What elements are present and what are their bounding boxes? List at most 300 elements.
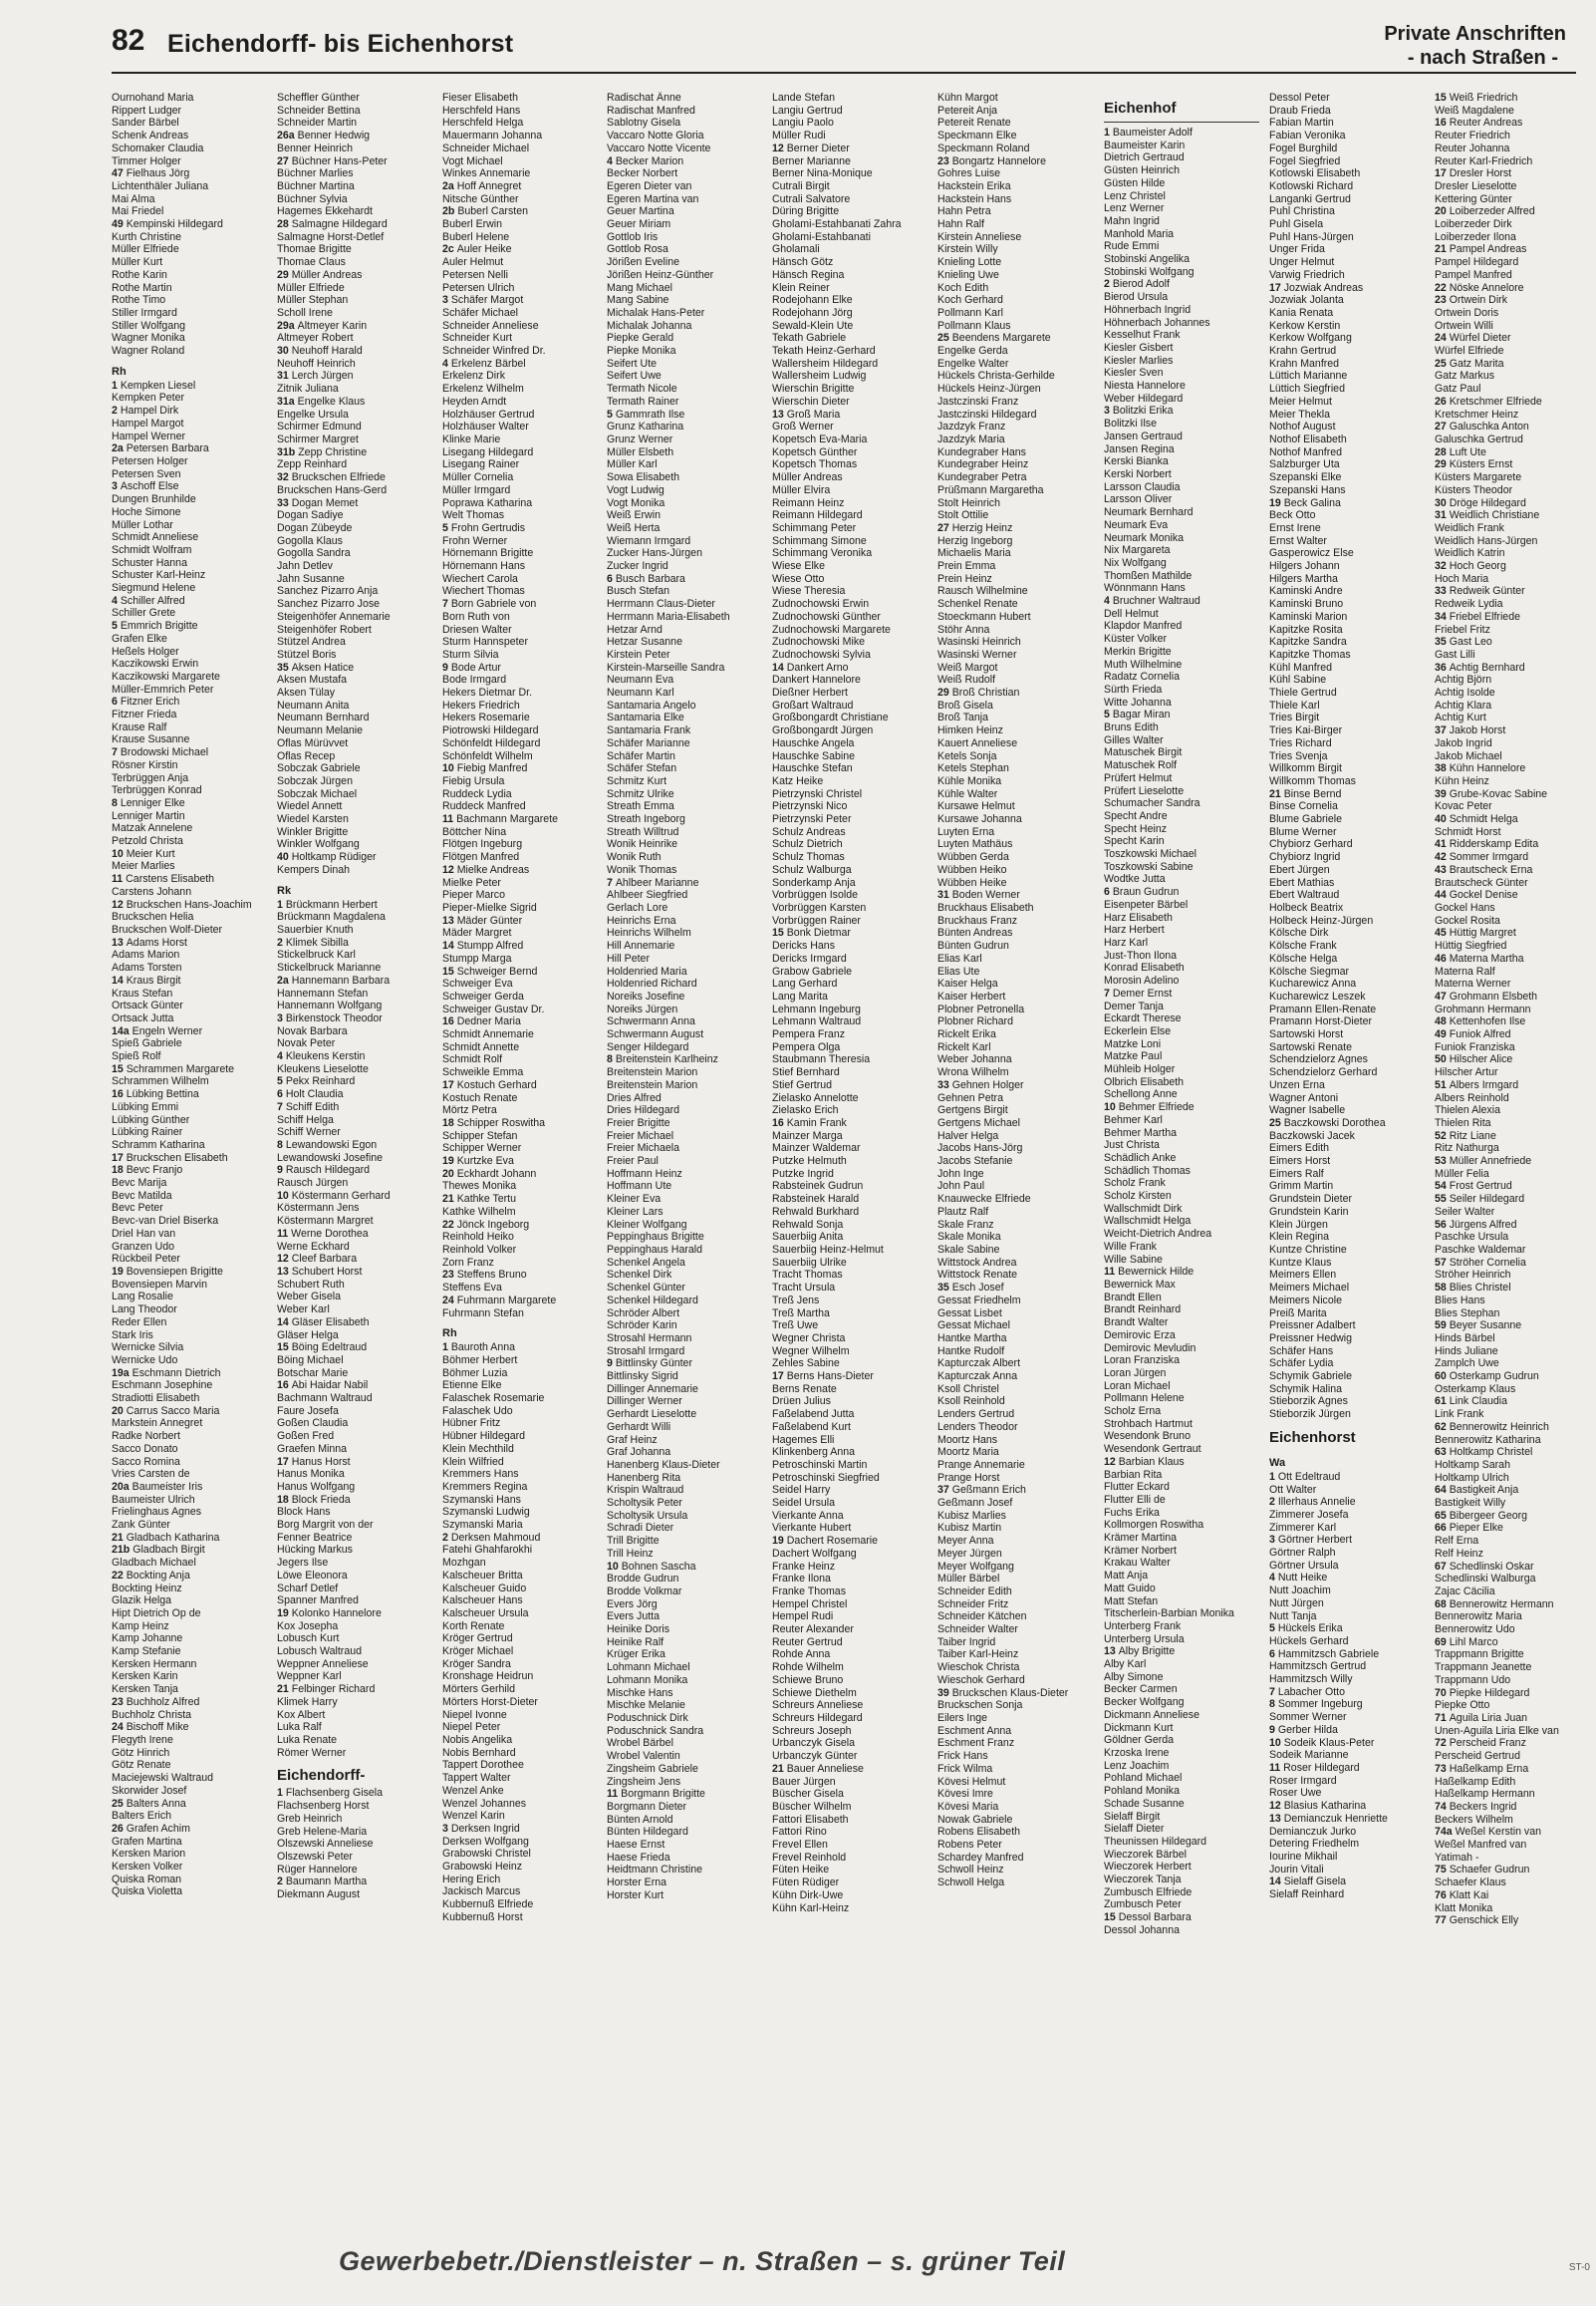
resident-name: Schäfer Lydia	[1269, 1357, 1334, 1370]
resident-entry	[937, 775, 1093, 788]
resident-entry	[277, 446, 432, 459]
resident-entry	[442, 712, 598, 724]
resident-entry	[1269, 1168, 1425, 1181]
house-number: 6	[112, 696, 121, 709]
resident-name: Frost Gertrud	[1449, 1180, 1512, 1193]
resident-entry	[112, 167, 267, 180]
resident-entry	[772, 1332, 928, 1345]
resident-entry	[772, 851, 928, 864]
resident-entry	[442, 1168, 598, 1181]
resident-name: Schneider Michael	[442, 142, 530, 154]
resident-entry	[112, 911, 267, 924]
resident-name: Sürth Frieda	[1104, 683, 1163, 696]
resident-entry	[607, 243, 762, 256]
resident-entry	[1435, 1408, 1590, 1421]
resident-name: Kolonko Hannelore	[291, 1606, 382, 1619]
resident-name: Derksen Wolfgang	[442, 1835, 529, 1848]
resident-name: Lenders Theodor	[937, 1420, 1018, 1433]
resident-entry	[607, 585, 762, 598]
resident-entry	[607, 1737, 762, 1750]
house-number: 36	[1435, 661, 1450, 674]
resident-name: Ortsack Jutta	[112, 1011, 174, 1024]
resident-name: Puhl Christina	[1269, 205, 1335, 218]
resident-name: Altmeyer Karin	[297, 319, 368, 332]
resident-name: Schmidt Wolfram	[112, 543, 192, 556]
resident-entry	[442, 1683, 598, 1696]
resident-name: Ruddeck Manfred	[442, 800, 526, 813]
resident-entry	[607, 193, 762, 206]
resident-name: Nutt Heike	[1277, 1572, 1328, 1585]
resident-name: Mielke Peter	[442, 876, 501, 889]
resident-entry	[1104, 1798, 1259, 1811]
resident-entry	[442, 636, 598, 649]
resident-entry	[112, 480, 267, 493]
resident-entry	[442, 1367, 598, 1380]
resident-entry	[1435, 155, 1590, 168]
resident-entry	[1104, 633, 1259, 646]
resident-name: Reinhold Volker	[442, 1243, 517, 1256]
resident-entry	[1269, 966, 1425, 979]
resident-name: Rösner Kirstin	[112, 758, 178, 771]
resident-entry	[1104, 899, 1259, 912]
resident-name: Aksen Mustafa	[277, 674, 348, 687]
resident-name: Gilles Walter	[1104, 733, 1164, 746]
resident-entry	[1435, 1648, 1590, 1661]
resident-name: Materna Martha	[1449, 952, 1524, 965]
resident-name: Müller Kurt	[112, 256, 163, 269]
house-number: 16	[772, 1116, 787, 1129]
resident-entry	[937, 1295, 1093, 1307]
resident-entry	[772, 358, 928, 371]
resident-entry	[1435, 370, 1590, 383]
resident-entry	[112, 117, 267, 130]
resident-name: Kaiser Helga	[937, 978, 998, 991]
resident-entry	[607, 1244, 762, 1257]
resident-entry	[277, 1800, 432, 1813]
house-number: 27	[277, 154, 292, 167]
resident-entry	[1269, 1635, 1425, 1648]
resident-name: Block Frieda	[291, 1493, 351, 1506]
resident-entry	[1269, 471, 1425, 484]
resident-name: Emmrich Brigitte	[120, 620, 198, 633]
resident-name: Seidel Harry	[772, 1484, 831, 1497]
resident-entry	[1269, 522, 1425, 535]
resident-entry	[937, 991, 1093, 1004]
resident-entry	[277, 700, 432, 713]
resident-entry	[937, 547, 1093, 560]
section-label	[1384, 22, 1566, 70]
resident-entry	[1435, 1319, 1590, 1332]
resident-entry	[442, 940, 598, 953]
resident-entry	[937, 1510, 1093, 1523]
house-number: 52	[1435, 1129, 1450, 1142]
resident-name: Nöske Annelore	[1449, 281, 1524, 294]
resident-name: Roser Irmgard	[1269, 1774, 1337, 1787]
resident-name: Müller Felia	[1435, 1167, 1489, 1180]
resident-name: Link Frank	[1435, 1408, 1484, 1421]
resident-name: Aguila Liria Juan	[1449, 1712, 1528, 1724]
house-number: 21	[442, 1193, 457, 1206]
resident-name: Kalscheuer Hans	[442, 1594, 523, 1607]
resident-name: Steffens Bruno	[456, 1269, 527, 1282]
resident-name: Klimek Harry	[277, 1695, 338, 1708]
resident-name: Meyer Jürgen	[937, 1547, 1002, 1560]
resident-name: Santamaria Elke	[607, 712, 684, 724]
house-number: 27	[937, 521, 952, 534]
resident-entry	[442, 1898, 598, 1911]
resident-name: Erkelenz Bärbel	[450, 357, 526, 370]
resident-name: Winkler Wolfgang	[277, 838, 360, 851]
resident-entry	[607, 1561, 762, 1574]
resident-name: Kaminski Bruno	[1269, 598, 1344, 611]
resident-entry	[937, 1345, 1093, 1358]
resident-name: Schönfeldt Hildegard	[442, 736, 541, 749]
resident-name: Schipper Roswitha	[456, 1116, 546, 1129]
resident-name: Pohland Monika	[1104, 1785, 1180, 1798]
resident-entry	[112, 1417, 267, 1430]
resident-entry	[1269, 484, 1425, 497]
resident-entry	[1269, 1522, 1425, 1535]
resident-name: Bauer Anneliese	[786, 1762, 864, 1775]
resident-name: Grabow Gabriele	[772, 965, 853, 978]
house-number: 62	[1435, 1420, 1450, 1433]
resident-entry	[1104, 240, 1259, 253]
resident-name: Achtig Isolde	[1435, 687, 1495, 700]
resident-name: Großbongardt Christiane	[772, 712, 889, 724]
resident-entry	[1435, 294, 1590, 307]
resident-entry	[607, 1206, 762, 1219]
resident-entry	[1435, 813, 1590, 826]
resident-entry	[277, 813, 432, 826]
resident-name: Szymanski Maria	[442, 1519, 523, 1532]
resident-name: Winkes Annemarie	[442, 167, 531, 180]
resident-name: Vorbrüggen Isolde	[772, 889, 858, 902]
resident-name: Herrmann Maria-Elisabeth	[607, 610, 730, 623]
resident-name: Breitenstein Karlheinz	[615, 1053, 718, 1066]
resident-entry	[442, 1911, 598, 1924]
resident-name: Prange Annemarie	[937, 1458, 1025, 1471]
resident-name: Jahn Susanne	[277, 572, 345, 585]
resident-name: Schiff Werner	[277, 1126, 341, 1139]
resident-name: Petersen Holger	[112, 454, 188, 467]
house-number: 14	[772, 661, 787, 674]
resident-name: Sonderkamp Anja	[772, 876, 856, 889]
resident-entry	[1104, 1418, 1259, 1431]
house-number: 11	[607, 1788, 622, 1801]
resident-entry	[607, 1345, 762, 1358]
resident-name: Novak Peter	[277, 1037, 336, 1050]
resident-name: Berns Hans-Dieter	[786, 1370, 874, 1383]
resident-entry	[1269, 282, 1425, 295]
resident-entry	[442, 1658, 598, 1671]
resident-name: Wonik Thomas	[607, 863, 677, 876]
resident-name: Kotlowski Elisabeth	[1269, 167, 1361, 180]
resident-name: Hekers Rosemarie	[442, 712, 530, 724]
resident-entry	[772, 598, 928, 611]
resident-entry	[1104, 1076, 1259, 1089]
resident-name: Stiller Irmgard	[112, 306, 177, 319]
resident-entry	[112, 1532, 267, 1545]
resident-entry	[937, 433, 1093, 446]
house-number: 26	[112, 1822, 127, 1835]
house-number: 6	[277, 1088, 286, 1101]
resident-name: Nobis Angelika	[442, 1734, 513, 1746]
resident-entry	[1269, 1282, 1425, 1295]
resident-entry	[1104, 1405, 1259, 1418]
resident-entry	[1104, 1494, 1259, 1507]
resident-name: Fenner Beatrice	[277, 1531, 353, 1544]
resident-name: Kubbernuß Horst	[442, 1910, 523, 1923]
resident-entry	[277, 724, 432, 737]
resident-name: Gertgens Birgit	[937, 1104, 1008, 1117]
resident-entry	[277, 358, 432, 371]
house-number: 77	[1435, 1914, 1450, 1927]
resident-entry	[607, 1484, 762, 1497]
resident-name: Kubisz Marlies	[937, 1509, 1006, 1522]
resident-entry	[937, 358, 1093, 371]
resident-entry	[1104, 1849, 1259, 1862]
resident-entry	[1269, 497, 1425, 510]
resident-name: Dickmann Anneliese	[1104, 1708, 1199, 1721]
resident-entry	[112, 1759, 267, 1772]
resident-entry	[112, 1456, 267, 1469]
resident-entry	[1269, 687, 1425, 700]
resident-name: Schäfer Michael	[442, 306, 518, 319]
resident-name: Meimers Ellen	[1269, 1269, 1337, 1282]
house-number: 16	[442, 1015, 457, 1028]
resident-entry	[1104, 1683, 1259, 1696]
house-number: 2	[277, 936, 286, 949]
resident-entry	[277, 1506, 432, 1519]
resident-name: Bewernick Hilde	[1118, 1266, 1195, 1279]
resident-name: Hantke Martha	[937, 1331, 1007, 1344]
house-number: 8	[1269, 1698, 1278, 1711]
resident-name: Genschick Elly	[1449, 1914, 1519, 1927]
resident-entry	[277, 838, 432, 851]
resident-entry	[442, 1066, 598, 1079]
resident-entry	[772, 1053, 928, 1066]
house-number: 19	[442, 1155, 457, 1168]
resident-entry	[442, 851, 598, 864]
house-number: 47	[112, 167, 127, 180]
resident-entry	[442, 547, 598, 560]
resident-entry	[1104, 1747, 1259, 1760]
resident-entry	[607, 775, 762, 788]
resident-name: Spieß Rolf	[112, 1050, 161, 1063]
resident-name: Böhmer Luzia	[442, 1366, 508, 1379]
resident-name: Zitnik Juliana	[277, 383, 339, 396]
resident-entry	[772, 966, 928, 979]
resident-name: Sturm Hannspeter	[442, 636, 528, 649]
resident-name: Petzold Christa	[112, 835, 183, 848]
resident-entry	[1269, 205, 1425, 218]
resident-entry	[772, 1839, 928, 1852]
resident-entry	[277, 1430, 432, 1443]
resident-entry	[1104, 873, 1259, 886]
resident-name: Quiska Violetta	[112, 1885, 183, 1898]
resident-name: Weidlich Hans-Jürgen	[1435, 534, 1538, 547]
resident-entry	[1435, 662, 1590, 675]
resident-entry	[1104, 1671, 1259, 1684]
resident-entry	[1269, 1471, 1425, 1484]
resident-name: Müller-Emmrich Peter	[112, 683, 214, 696]
resident-name: Mäder Günter	[456, 914, 523, 927]
house-number: 40	[277, 851, 292, 864]
resident-name: Sewald-Klein Ute	[772, 319, 854, 332]
resident-entry	[112, 1266, 267, 1279]
resident-entry	[1269, 1257, 1425, 1270]
resident-entry	[937, 522, 1093, 535]
resident-name: Gast Lilli	[1435, 648, 1475, 661]
house-number: 35	[937, 1282, 952, 1295]
resident-name: Radischat Manfred	[607, 104, 695, 117]
resident-entry	[442, 1117, 598, 1130]
resident-entry	[772, 1472, 928, 1485]
resident-entry	[607, 1763, 762, 1776]
resident-entry	[1104, 544, 1259, 557]
resident-entry	[442, 1532, 598, 1545]
resident-entry	[112, 256, 267, 269]
resident-entry	[1104, 317, 1259, 330]
resident-entry	[937, 1231, 1093, 1244]
resident-entry	[277, 1696, 432, 1709]
resident-entry	[442, 1557, 598, 1570]
resident-name: Stieborzik Jürgen	[1269, 1408, 1351, 1421]
resident-entry	[277, 1607, 432, 1620]
resident-entry	[1104, 127, 1259, 140]
resident-entry	[1269, 775, 1425, 788]
resident-name: Krämer Norbert	[1104, 1544, 1177, 1557]
house-number: 72	[1435, 1737, 1450, 1750]
resident-name: Behmer Martha	[1104, 1126, 1178, 1139]
resident-entry	[1435, 1015, 1590, 1028]
directory-column	[1435, 92, 1590, 2242]
house-number: 33	[1435, 585, 1450, 598]
house-number: 40	[1435, 813, 1450, 826]
resident-entry	[1104, 835, 1259, 848]
resident-name: Weber Gisela	[277, 1291, 341, 1303]
resident-name: Kovac Peter	[1435, 800, 1492, 813]
house-number: 21	[1269, 787, 1284, 800]
resident-name: Baczkowski Jacek	[1269, 1129, 1355, 1142]
resident-entry	[1435, 1750, 1590, 1763]
resident-name: Trappmann Jeanette	[1435, 1661, 1532, 1674]
district-heading: Wa	[1269, 1456, 1286, 1469]
resident-entry	[112, 810, 267, 823]
resident-name: Dessol Barbara	[1118, 1911, 1192, 1924]
house-number: 17	[112, 1151, 127, 1164]
resident-entry	[1435, 1357, 1590, 1370]
resident-entry	[607, 1459, 762, 1472]
resident-entry	[937, 484, 1093, 497]
resident-name: Auler Helmut	[442, 256, 504, 269]
resident-entry	[772, 1193, 928, 1206]
resident-name: Flötgen Manfred	[442, 851, 520, 864]
resident-entry	[442, 433, 598, 446]
resident-entry	[112, 1152, 267, 1165]
resident-entry	[937, 509, 1093, 522]
resident-entry	[442, 218, 598, 231]
resident-entry	[277, 1177, 432, 1190]
resident-entry	[442, 117, 598, 130]
resident-entry	[442, 1456, 598, 1469]
resident-name: Wenzel Karin	[442, 1810, 505, 1823]
resident-name: Busch Stefan	[607, 585, 670, 598]
resident-name: Grohmann Elsbeth	[1449, 990, 1538, 1003]
resident-entry	[277, 117, 432, 130]
resident-name: Wittstock Renate	[937, 1269, 1018, 1282]
resident-name: Egeren Martina van	[607, 192, 699, 205]
resident-entry	[277, 231, 432, 244]
resident-entry	[1104, 797, 1259, 810]
resident-name: Lang Rosalie	[112, 1291, 173, 1303]
resident-name: Albers Irmgard	[1449, 1078, 1519, 1091]
resident-name: Loiberzeder Ilona	[1435, 230, 1516, 243]
resident-entry	[442, 370, 598, 383]
resident-entry	[1435, 1598, 1590, 1611]
resident-entry	[442, 522, 598, 535]
resident-entry	[937, 813, 1093, 826]
resident-name: Schreurs Hildegard	[772, 1712, 863, 1724]
resident-name: Buberl Erwin	[442, 218, 503, 231]
resident-name: Specht Karin	[1104, 835, 1165, 848]
resident-entry	[442, 1620, 598, 1633]
resident-name: Schmidt Helga	[1449, 813, 1518, 826]
resident-name: Gockel Hans	[1435, 902, 1495, 914]
resident-entry	[1269, 940, 1425, 953]
resident-name: Berner Nina-Monique	[772, 167, 873, 180]
resident-name: Bittlinsky Günter	[615, 1357, 692, 1370]
resident-entry	[277, 1063, 432, 1076]
resident-entry	[442, 813, 598, 826]
resident-entry	[607, 1535, 762, 1548]
resident-entry	[607, 256, 762, 269]
resident-entry	[442, 345, 598, 358]
house-number: 10	[607, 1560, 622, 1573]
resident-entry	[277, 1658, 432, 1671]
resident-name: Schweiger Gustav Dr.	[442, 1003, 545, 1015]
resident-name: Steigenhöfer Annemarie	[277, 610, 391, 623]
resident-name: Fuhrmann Margarete	[456, 1294, 557, 1306]
resident-name: Blume Gabriele	[1269, 813, 1343, 826]
resident-name: Hücking Markus	[277, 1544, 353, 1557]
resident-name: Demer Ernst	[1112, 987, 1173, 1000]
resident-entry	[607, 1687, 762, 1700]
resident-entry	[1435, 130, 1590, 143]
resident-entry	[1104, 405, 1259, 418]
resident-entry	[937, 1725, 1093, 1738]
resident-name: Frevel Ellen	[772, 1839, 828, 1852]
resident-name: Eschmann Josephine	[112, 1379, 213, 1392]
resident-entry	[937, 966, 1093, 979]
resident-entry	[112, 1798, 267, 1811]
resident-entry	[937, 826, 1093, 839]
resident-entry	[442, 1244, 598, 1257]
resident-name: Böhmer Herbert	[442, 1353, 518, 1366]
resident-name: Weidlich Christiane	[1449, 509, 1540, 522]
resident-entry	[1269, 130, 1425, 143]
resident-entry	[442, 1142, 598, 1155]
resident-entry	[112, 1443, 267, 1456]
resident-name: Noreiks Josefine	[607, 990, 685, 1003]
resident-name: Küsters Ernst	[1449, 458, 1513, 471]
resident-name: Puhl Hans-Jürgen	[1269, 230, 1354, 243]
house-number: 38	[1435, 762, 1450, 775]
resident-entry	[1269, 1484, 1425, 1497]
resident-entry	[1104, 734, 1259, 747]
resident-name: Franke Ilona	[772, 1573, 831, 1585]
resident-entry	[112, 1279, 267, 1292]
